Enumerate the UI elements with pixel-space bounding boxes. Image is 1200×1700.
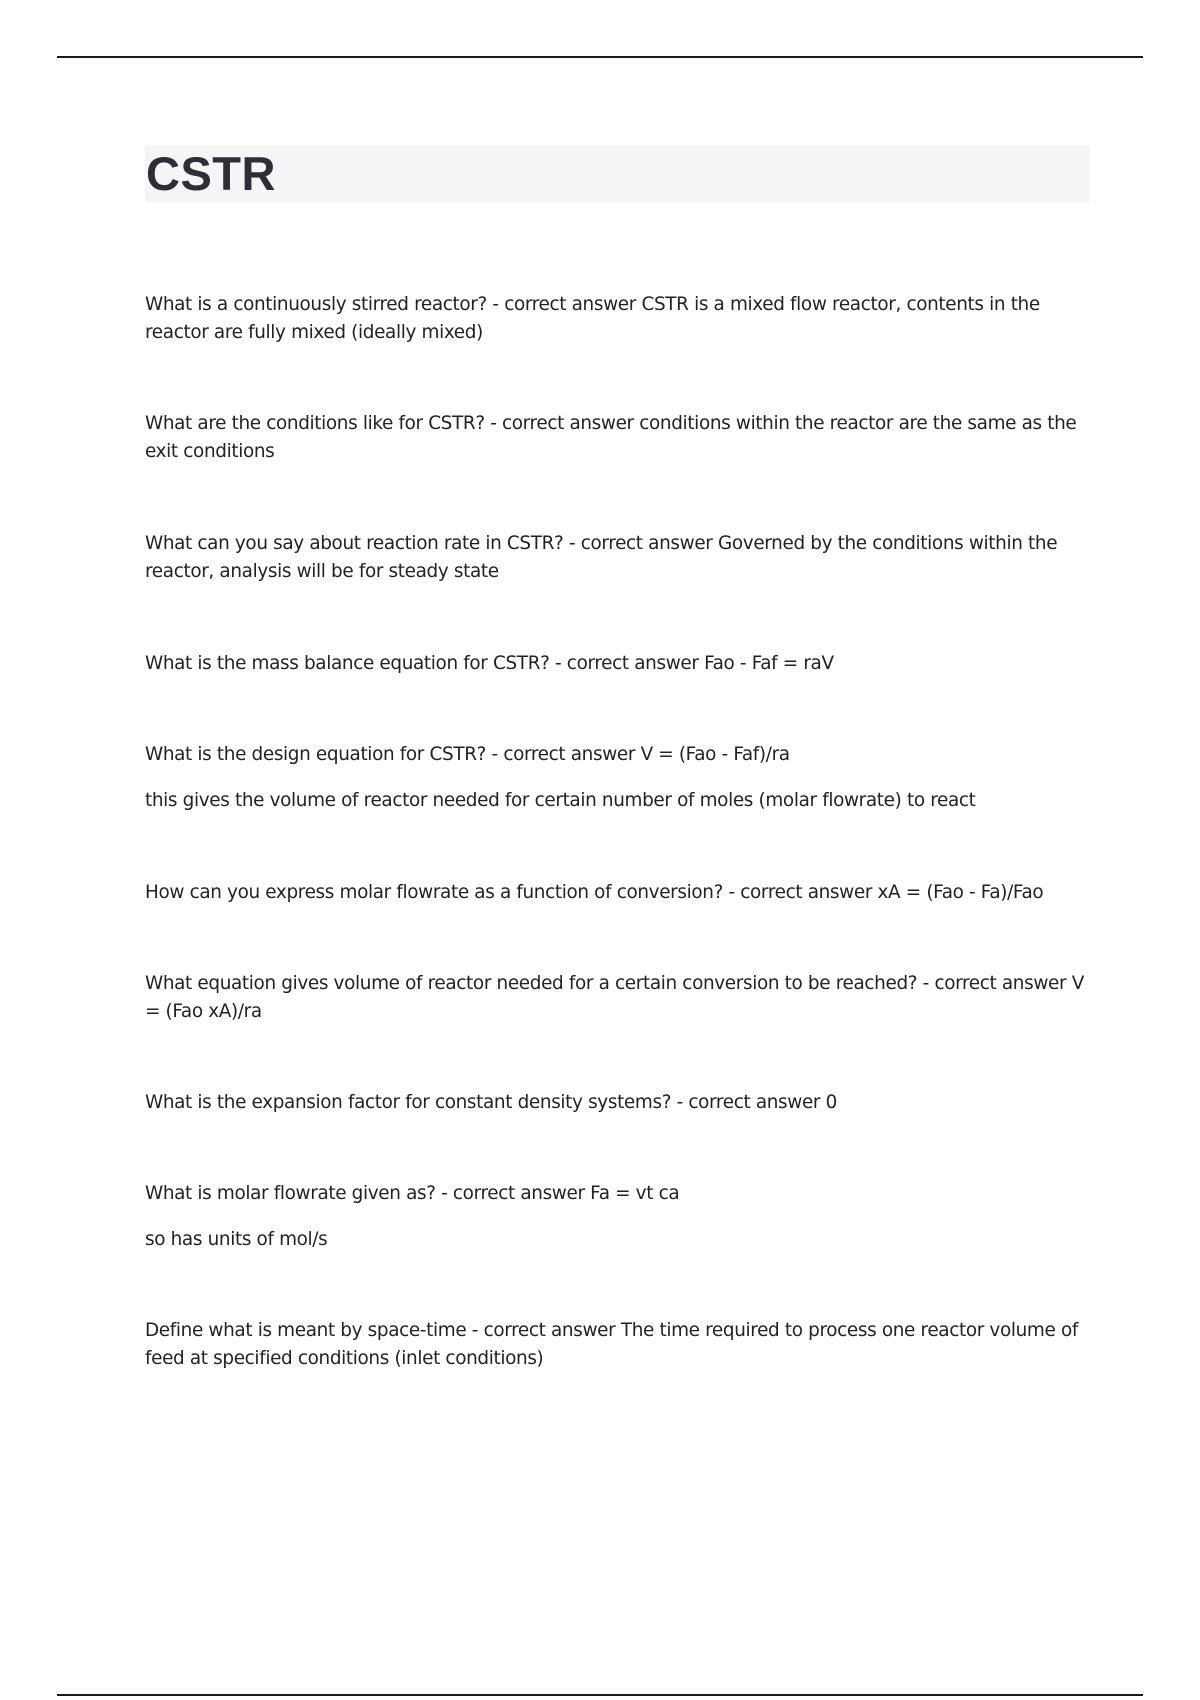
qa-text: How can you express molar flowrate as a function of conversion? - correct answer xA = (Fao - Fa)/Fao bbox=[145, 882, 1044, 903]
qa-text: What is the mass balance equation for CSTR? - correct answer Fao - Faf = raV bbox=[145, 653, 834, 674]
qa-item-2 bbox=[145, 410, 1090, 466]
title-banner bbox=[145, 145, 1090, 202]
qa-text: What is the design equation for CSTR? - correct answer V = (Fao - Faf)/ra bbox=[145, 744, 790, 765]
qa-item-9 bbox=[145, 1180, 1090, 1254]
footer-rule bbox=[57, 1694, 1143, 1696]
qa-item-5 bbox=[145, 741, 1090, 815]
qa-item-4 bbox=[145, 650, 1090, 678]
qa-text: What are the conditions like for CSTR? - correct answer conditions within the reactor are the same as the exit conditions bbox=[145, 413, 1077, 462]
qa-item-10 bbox=[145, 1317, 1090, 1373]
qa-item-1 bbox=[145, 291, 1090, 347]
qa-text: What is a continuously stirred reactor? - correct answer CSTR is a mixed flow reactor, contents in the reactor are fully mixed (ideally mixed) bbox=[145, 294, 1040, 343]
qa-text: What equation gives volume of reactor needed for a certain conversion to be reached? - correct answer V = (Fao xA)/ra bbox=[145, 973, 1084, 1022]
qa-item-8 bbox=[145, 1089, 1090, 1117]
qa-text: What is molar flowrate given as? - correct answer Fa = vt ca bbox=[145, 1183, 680, 1204]
qa-note: this gives the volume of reactor needed for certain number of moles (molar flowrate) to react bbox=[145, 790, 976, 811]
qa-text: Define what is meant by space-time - correct answer The time required to process one reactor volume of feed at specified conditions (inlet conditions) bbox=[145, 1320, 1078, 1369]
qa-item-6 bbox=[145, 879, 1090, 907]
page-title: CSTR bbox=[146, 147, 276, 200]
qa-note: so has units of mol/s bbox=[145, 1229, 328, 1250]
header-rule bbox=[57, 56, 1143, 58]
qa-item-3 bbox=[145, 530, 1090, 586]
qa-text: What is the expansion factor for constant density systems? - correct answer 0 bbox=[145, 1092, 837, 1113]
qa-item-7 bbox=[145, 970, 1090, 1026]
qa-text: What can you say about reaction rate in CSTR? - correct answer Governed by the conditions within the reactor, analysis will be for steady state bbox=[145, 533, 1058, 582]
